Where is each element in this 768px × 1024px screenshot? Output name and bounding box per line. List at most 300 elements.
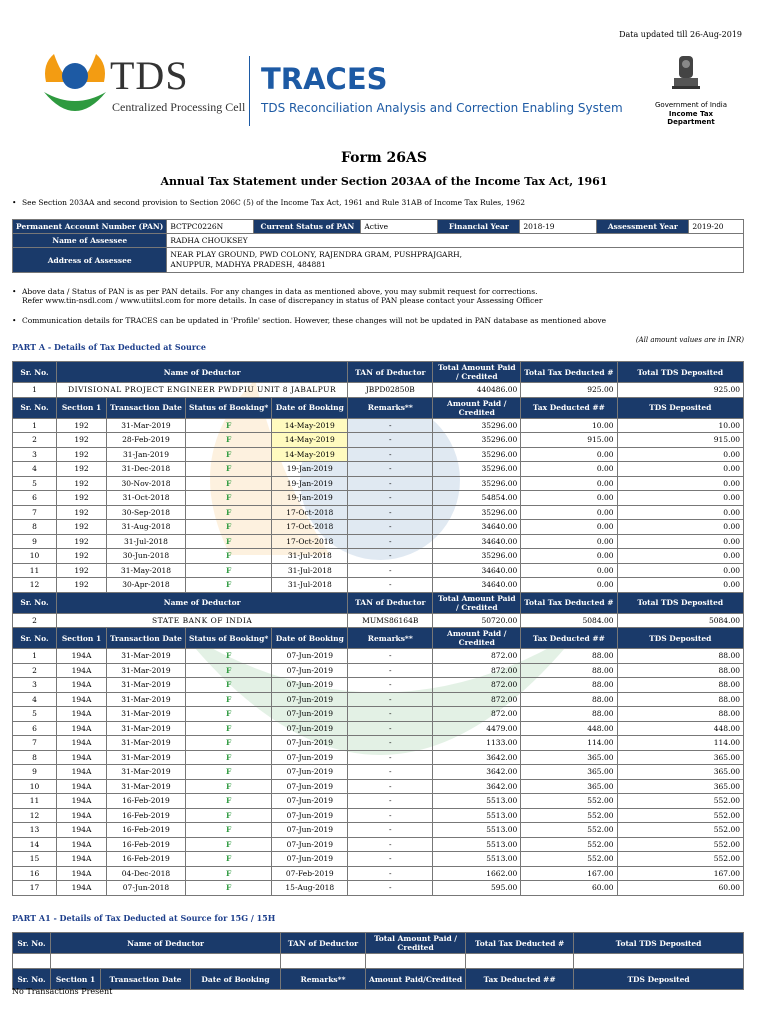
fy-value: 2018-19 — [520, 220, 597, 234]
txn-tds: 365.00 — [617, 779, 743, 794]
txn-booking-date: 07-Jun-2019 — [272, 837, 348, 852]
address-line-2: ANUPPUR, MADHYA PRADESH, 484881 — [170, 260, 326, 269]
deductor-name: STATE BANK OF INDIA — [57, 613, 348, 628]
txn-booking-date: 17-Oct-2018 — [272, 505, 348, 520]
txn-status: F — [185, 563, 271, 578]
txn-tax: 552.00 — [521, 794, 617, 809]
txn-section: 192 — [57, 505, 107, 520]
txn-booking-date: 31-Jul-2018 — [272, 578, 348, 593]
table-row — [13, 578, 744, 593]
txn-date: 31-Jan-2019 — [107, 447, 186, 462]
txn-sr: 8 — [13, 750, 57, 765]
txn-status: F — [185, 418, 271, 433]
txn-remarks: - — [348, 692, 433, 707]
txn-section: 192 — [57, 491, 107, 506]
txn-header-date: Transaction Date — [107, 397, 186, 418]
txn-remarks: - — [348, 462, 433, 477]
txn-booking-date: 07-Jun-2019 — [272, 808, 348, 823]
txn-date: 31-Dec-2018 — [107, 462, 186, 477]
txn-remarks: - — [348, 663, 433, 678]
txn-header-tax: Tax Deducted ## — [521, 628, 617, 649]
txn-date: 31-Mar-2019 — [107, 418, 186, 433]
txn-header-booking-date: Date of Booking — [272, 397, 348, 418]
txn-status: F — [185, 866, 271, 881]
txn-remarks: - — [348, 750, 433, 765]
national-emblem-icon — [669, 52, 703, 98]
assessee-address — [167, 248, 744, 273]
txn-sr: 10 — [13, 549, 57, 564]
txn-tax: 88.00 — [521, 692, 617, 707]
txn-amount: 872.00 — [433, 692, 521, 707]
transaction-header-row — [13, 397, 744, 418]
txn-status: F — [185, 534, 271, 549]
txn-tds: 365.00 — [617, 765, 743, 780]
txn-status: F — [185, 549, 271, 564]
txn-header-remarks: Remarks** — [348, 397, 433, 418]
table-row — [13, 491, 744, 506]
txn-sr: 1 — [13, 418, 57, 433]
txn-tds: 552.00 — [617, 837, 743, 852]
deductor-summary-row — [13, 383, 744, 398]
txn-tax: 88.00 — [521, 663, 617, 678]
txn-amount: 872.00 — [433, 678, 521, 693]
txn-remarks: - — [348, 505, 433, 520]
txn-remarks: - — [348, 823, 433, 838]
transaction-header-row — [13, 628, 744, 649]
txn-tds: 0.00 — [617, 549, 743, 564]
txn-tax: 0.00 — [521, 462, 617, 477]
txn-remarks: - — [348, 491, 433, 506]
header-sr: Sr. No. — [13, 592, 57, 613]
txn-tds: 88.00 — [617, 663, 743, 678]
txn-tax: 365.00 — [521, 765, 617, 780]
txn-date: 16-Feb-2019 — [107, 794, 186, 809]
txn-tds: 552.00 — [617, 794, 743, 809]
txn-tax: 0.00 — [521, 505, 617, 520]
txn-amount: 872.00 — [433, 649, 521, 664]
txn-amount: 35296.00 — [433, 433, 521, 448]
txn-booking-date: 07-Jun-2019 — [272, 823, 348, 838]
part-a1-title: PART A1 - Details of Tax Deducted at Source for 15G / 15H — [12, 913, 276, 923]
txn-remarks: - — [348, 779, 433, 794]
txn-amount: 35296.00 — [433, 447, 521, 462]
part-a-title: PART A - Details of Tax Deducted at Source — [12, 342, 206, 352]
table-row — [13, 505, 744, 520]
txn-date: 16-Feb-2019 — [107, 837, 186, 852]
txn-date: 31-Mar-2019 — [107, 750, 186, 765]
txn-booking-date: 07-Jun-2019 — [272, 765, 348, 780]
txn-status: F — [185, 692, 271, 707]
txn-amount: 3642.00 — [433, 779, 521, 794]
txn-date: 30-Sep-2018 — [107, 505, 186, 520]
txn-sr: 15 — [13, 852, 57, 867]
txn-section: 194A — [57, 663, 107, 678]
txn-tax: 60.00 — [521, 881, 617, 896]
txn-header-tax: Tax Deducted ## — [521, 397, 617, 418]
txn-tax: 0.00 — [521, 563, 617, 578]
txn-date: 30-Jun-2018 — [107, 549, 186, 564]
a1-header-total-tds: Total TDS Deposited — [574, 933, 744, 954]
txn-remarks: - — [348, 447, 433, 462]
table-row — [13, 663, 744, 678]
a1-header-tan: TAN of Deductor — [281, 933, 366, 954]
txn-amount: 872.00 — [433, 663, 521, 678]
txn-remarks: - — [348, 837, 433, 852]
txn-booking-date: 07-Jun-2019 — [272, 692, 348, 707]
txn-sr: 11 — [13, 794, 57, 809]
txn-amount: 5513.00 — [433, 808, 521, 823]
txn-booking-date: 14-May-2019 — [272, 418, 348, 433]
txn-date: 31-Mar-2019 — [107, 707, 186, 722]
txn-remarks: - — [348, 852, 433, 867]
txn-remarks: - — [348, 765, 433, 780]
txn-remarks: - — [348, 549, 433, 564]
txn-header-sr: Sr. No. — [13, 397, 57, 418]
address-label: Address of Assessee — [13, 248, 167, 273]
table-row — [13, 649, 744, 664]
txn-section: 192 — [57, 520, 107, 535]
txn-tax: 552.00 — [521, 823, 617, 838]
txn-tax: 88.00 — [521, 707, 617, 722]
txn-section: 194A — [57, 721, 107, 736]
txn-tds: 0.00 — [617, 447, 743, 462]
pan-value: BCTPC0226N — [167, 220, 254, 234]
deductor-sr: 1 — [13, 383, 57, 398]
txn-sr: 6 — [13, 491, 57, 506]
txn-remarks: - — [348, 433, 433, 448]
txn-section: 194A — [57, 765, 107, 780]
txn-remarks: - — [348, 866, 433, 881]
txn-section: 194A — [57, 852, 107, 867]
txn-amount: 1662.00 — [433, 866, 521, 881]
a1-txn-header-tax: Tax Deducted ## — [466, 969, 574, 990]
deductor-total-tax: 925.00 — [521, 383, 617, 398]
deductor-header-row — [13, 362, 744, 383]
txn-sr: 8 — [13, 520, 57, 535]
txn-section: 192 — [57, 447, 107, 462]
pan-label: Permanent Account Number (PAN) — [13, 220, 167, 234]
txn-tax: 88.00 — [521, 678, 617, 693]
txn-sr: 3 — [13, 447, 57, 462]
txn-status: F — [185, 779, 271, 794]
traces-title: TRACES — [261, 62, 388, 96]
txn-header-remarks: Remarks** — [348, 628, 433, 649]
txn-booking-date: 07-Jun-2019 — [272, 649, 348, 664]
txn-tax: 552.00 — [521, 808, 617, 823]
table-row — [13, 736, 744, 751]
txn-sr: 3 — [13, 678, 57, 693]
txn-tax: 552.00 — [521, 837, 617, 852]
txn-sr: 7 — [13, 505, 57, 520]
table-row — [13, 534, 744, 549]
note-section-203aa: • See Section 203AA and second provision to Section 206C (5) of the Income Tax Act, 1961 and Rule 31AB of Income Tax Rules, 1962 — [22, 198, 525, 207]
txn-amount: 35296.00 — [433, 462, 521, 477]
txn-status: F — [185, 447, 271, 462]
txn-section: 194A — [57, 649, 107, 664]
txn-amount: 872.00 — [433, 707, 521, 722]
txn-date: 16-Feb-2019 — [107, 808, 186, 823]
txn-sr: 12 — [13, 808, 57, 823]
header-deductor-name: Name of Deductor — [57, 592, 348, 613]
deductor-total-tax: 5084.00 — [521, 613, 617, 628]
txn-amount: 34640.00 — [433, 563, 521, 578]
assessee-name: RADHA CHOUKSEY — [167, 234, 744, 248]
table-row — [13, 462, 744, 477]
txn-date: 16-Feb-2019 — [107, 852, 186, 867]
a1-txn-header-booking-date: Date of Booking — [191, 969, 281, 990]
note-pan-data — [22, 287, 542, 305]
txn-amount: 5513.00 — [433, 837, 521, 852]
txn-status: F — [185, 707, 271, 722]
txn-booking-date: 15-Aug-2018 — [272, 881, 348, 896]
txn-amount: 35296.00 — [433, 476, 521, 491]
txn-booking-date: 19-Jan-2019 — [272, 491, 348, 506]
txn-tax: 167.00 — [521, 866, 617, 881]
table-row — [13, 881, 744, 896]
txn-tds: 88.00 — [617, 692, 743, 707]
table-row — [13, 794, 744, 809]
txn-tds: 0.00 — [617, 462, 743, 477]
deductor-total-tds: 925.00 — [617, 383, 743, 398]
txn-section: 194A — [57, 707, 107, 722]
a1-txn-header-sr: Sr. No. — [13, 969, 51, 990]
txn-tds: 0.00 — [617, 534, 743, 549]
txn-tds: 88.00 — [617, 707, 743, 722]
txn-status: F — [185, 433, 271, 448]
txn-tax: 0.00 — [521, 578, 617, 593]
txn-remarks: - — [348, 649, 433, 664]
a1-header-sr: Sr. No. — [13, 933, 51, 954]
txn-status: F — [185, 808, 271, 823]
txn-remarks: - — [348, 578, 433, 593]
txn-section: 194A — [57, 794, 107, 809]
a1-txn-header-tds: TDS Deposited — [574, 969, 744, 990]
txn-section: 192 — [57, 534, 107, 549]
pan-status-value: Active — [361, 220, 438, 234]
txn-date: 31-Mar-2019 — [107, 721, 186, 736]
txn-tds: 552.00 — [617, 808, 743, 823]
txn-amount: 5513.00 — [433, 823, 521, 838]
table-row — [13, 549, 744, 564]
txn-amount: 5513.00 — [433, 794, 521, 809]
txn-amount: 35296.00 — [433, 549, 521, 564]
txn-booking-date: 07-Jun-2019 — [272, 707, 348, 722]
txn-section: 194A — [57, 881, 107, 896]
txn-tds: 365.00 — [617, 750, 743, 765]
txn-date: 31-Aug-2018 — [107, 520, 186, 535]
txn-sr: 5 — [13, 707, 57, 722]
txn-tds: 60.00 — [617, 881, 743, 896]
txn-status: F — [185, 663, 271, 678]
table-row — [13, 866, 744, 881]
txn-amount: 3642.00 — [433, 750, 521, 765]
txn-tds: 0.00 — [617, 476, 743, 491]
txn-sr: 10 — [13, 779, 57, 794]
txn-booking-date: 07-Jun-2019 — [272, 779, 348, 794]
header-tan: TAN of Deductor — [348, 362, 433, 383]
txn-amount: 34640.00 — [433, 578, 521, 593]
txn-sr: 12 — [13, 578, 57, 593]
txn-status: F — [185, 750, 271, 765]
txn-booking-date: 07-Jun-2019 — [272, 750, 348, 765]
txn-section: 194A — [57, 692, 107, 707]
txn-date: 31-Mar-2019 — [107, 736, 186, 751]
txn-status: F — [185, 765, 271, 780]
deductor-summary-row — [13, 613, 744, 628]
txn-status: F — [185, 852, 271, 867]
txn-sr: 9 — [13, 534, 57, 549]
txn-tax: 0.00 — [521, 520, 617, 535]
txn-remarks: - — [348, 736, 433, 751]
txn-remarks: - — [348, 678, 433, 693]
table-row — [13, 692, 744, 707]
a1-txn-header-section: Section 1 — [51, 969, 101, 990]
table-row — [13, 418, 744, 433]
txn-tax: 552.00 — [521, 852, 617, 867]
header-deductor-name: Name of Deductor — [57, 362, 348, 383]
txn-status: F — [185, 823, 271, 838]
header-tan: TAN of Deductor — [348, 592, 433, 613]
txn-header-tds: TDS Deposited — [617, 397, 743, 418]
txn-date: 04-Dec-2018 — [107, 866, 186, 881]
header-divider — [249, 56, 250, 126]
txn-tds: 0.00 — [617, 505, 743, 520]
txn-tax: 0.00 — [521, 534, 617, 549]
txn-date: 30-Apr-2018 — [107, 578, 186, 593]
txn-tds: 114.00 — [617, 736, 743, 751]
txn-date: 31-Mar-2019 — [107, 663, 186, 678]
table-row — [13, 707, 744, 722]
txn-sr: 5 — [13, 476, 57, 491]
table-row — [13, 433, 744, 448]
tds-logo-icon — [40, 52, 110, 122]
txn-section: 194A — [57, 823, 107, 838]
txn-booking-date: 14-May-2019 — [272, 433, 348, 448]
txn-sr: 11 — [13, 563, 57, 578]
table-row — [13, 520, 744, 535]
txn-section: 192 — [57, 563, 107, 578]
a1-header-total-paid: Total Amount Paid / Credited — [366, 933, 466, 954]
txn-tax: 88.00 — [521, 649, 617, 664]
txn-header-sr: Sr. No. — [13, 628, 57, 649]
tds-title: TDS — [110, 53, 189, 98]
txn-remarks: - — [348, 794, 433, 809]
txn-header-tds: TDS Deposited — [617, 628, 743, 649]
txn-tds: 88.00 — [617, 678, 743, 693]
txn-booking-date: 31-Jul-2018 — [272, 563, 348, 578]
txn-booking-date: 07-Jun-2019 — [272, 721, 348, 736]
txn-amount: 54854.00 — [433, 491, 521, 506]
form-title: Form 26AS — [340, 150, 428, 166]
note-pan-data-line1: • Above data / Status of PAN is as per PAN details. For any changes in data as mentioned above, you may submit request for corrections. — [22, 287, 538, 296]
txn-date: 07-Jun-2018 — [107, 881, 186, 896]
txn-tax: 365.00 — [521, 750, 617, 765]
fy-label: Financial Year — [438, 220, 520, 234]
txn-booking-date: 07-Jun-2019 — [272, 794, 348, 809]
txn-tax: 0.00 — [521, 549, 617, 564]
txn-booking-date: 14-May-2019 — [272, 447, 348, 462]
txn-sr: 4 — [13, 692, 57, 707]
txn-sr: 16 — [13, 866, 57, 881]
txn-booking-date: 07-Jun-2019 — [272, 736, 348, 751]
txn-tds: 448.00 — [617, 721, 743, 736]
header-total-paid: Total Amount Paid / Credited — [433, 592, 521, 613]
txn-sr: 7 — [13, 736, 57, 751]
txn-remarks: - — [348, 418, 433, 433]
txn-date: 16-Feb-2019 — [107, 823, 186, 838]
txn-section: 194A — [57, 837, 107, 852]
note-traces-communication: • Communication details for TRACES can be updated in 'Profile' section. However, these changes will not be updated in PAN database as mentioned above — [22, 316, 606, 325]
txn-status: F — [185, 721, 271, 736]
txn-tax: 365.00 — [521, 779, 617, 794]
txn-section: 192 — [57, 476, 107, 491]
txn-date: 31-Mar-2019 — [107, 692, 186, 707]
table-row — [13, 779, 744, 794]
txn-tds: 0.00 — [617, 520, 743, 535]
txn-sr: 17 — [13, 881, 57, 896]
txn-tds: 552.00 — [617, 852, 743, 867]
header-sr: Sr. No. — [13, 362, 57, 383]
ay-label: Assessment Year — [597, 220, 689, 234]
txn-tds: 552.00 — [617, 823, 743, 838]
txn-sr: 2 — [13, 663, 57, 678]
txn-amount: 4479.00 — [433, 721, 521, 736]
deductor-name: DIVISIONAL PROJECT ENGINEER PWDPIU UNIT 8 JABALPUR — [57, 383, 348, 398]
form-subtitle: Annual Tax Statement under Section 203AA of the Income Tax Act, 1961 — [160, 175, 608, 188]
txn-status: F — [185, 881, 271, 896]
txn-tds: 915.00 — [617, 433, 743, 448]
txn-remarks: - — [348, 520, 433, 535]
txn-date: 31-May-2018 — [107, 563, 186, 578]
txn-booking-date: 19-Jan-2019 — [272, 476, 348, 491]
note-pan-data-line2: Refer www.tin-nsdl.com / www.utiitsl.com for more details. In case of discrepancy in status of PAN please contact your Assessing Officer — [22, 296, 543, 305]
txn-amount: 35296.00 — [433, 505, 521, 520]
txn-remarks: - — [348, 563, 433, 578]
txn-booking-date: 07-Jun-2019 — [272, 663, 348, 678]
txn-tax: 0.00 — [521, 447, 617, 462]
txn-tds: 10.00 — [617, 418, 743, 433]
txn-remarks: - — [348, 476, 433, 491]
txn-status: F — [185, 476, 271, 491]
deductor-header-row — [13, 592, 744, 613]
txn-date: 31-Mar-2019 — [107, 779, 186, 794]
header-total-paid: Total Amount Paid / Credited — [433, 362, 521, 383]
txn-tax: 915.00 — [521, 433, 617, 448]
a1-txn-header-date: Transaction Date — [101, 969, 191, 990]
txn-amount: 34640.00 — [433, 520, 521, 535]
txn-sr: 4 — [13, 462, 57, 477]
txn-header-amount: Amount Paid / Credited — [433, 397, 521, 418]
txn-header-amount: Amount Paid / Credited — [433, 628, 521, 649]
table-row — [13, 563, 744, 578]
table-row — [13, 837, 744, 852]
income-tax-department: Income Tax Department — [667, 110, 715, 126]
txn-amount: 5513.00 — [433, 852, 521, 867]
txn-sr: 13 — [13, 823, 57, 838]
txn-date: 31-Jul-2018 — [107, 534, 186, 549]
txn-section: 194A — [57, 779, 107, 794]
txn-remarks: - — [348, 534, 433, 549]
txn-header-section: Section 1 — [57, 628, 107, 649]
txn-section: 192 — [57, 462, 107, 477]
txn-tax: 0.00 — [521, 491, 617, 506]
txn-amount: 595.00 — [433, 881, 521, 896]
header-total-tax: Total Tax Deducted # — [521, 592, 617, 613]
traces-subtitle: TDS Reconciliation Analysis and Correction Enabling System — [261, 101, 623, 115]
txn-sr: 2 — [13, 433, 57, 448]
txn-status: F — [185, 837, 271, 852]
txn-amount: 35296.00 — [433, 418, 521, 433]
